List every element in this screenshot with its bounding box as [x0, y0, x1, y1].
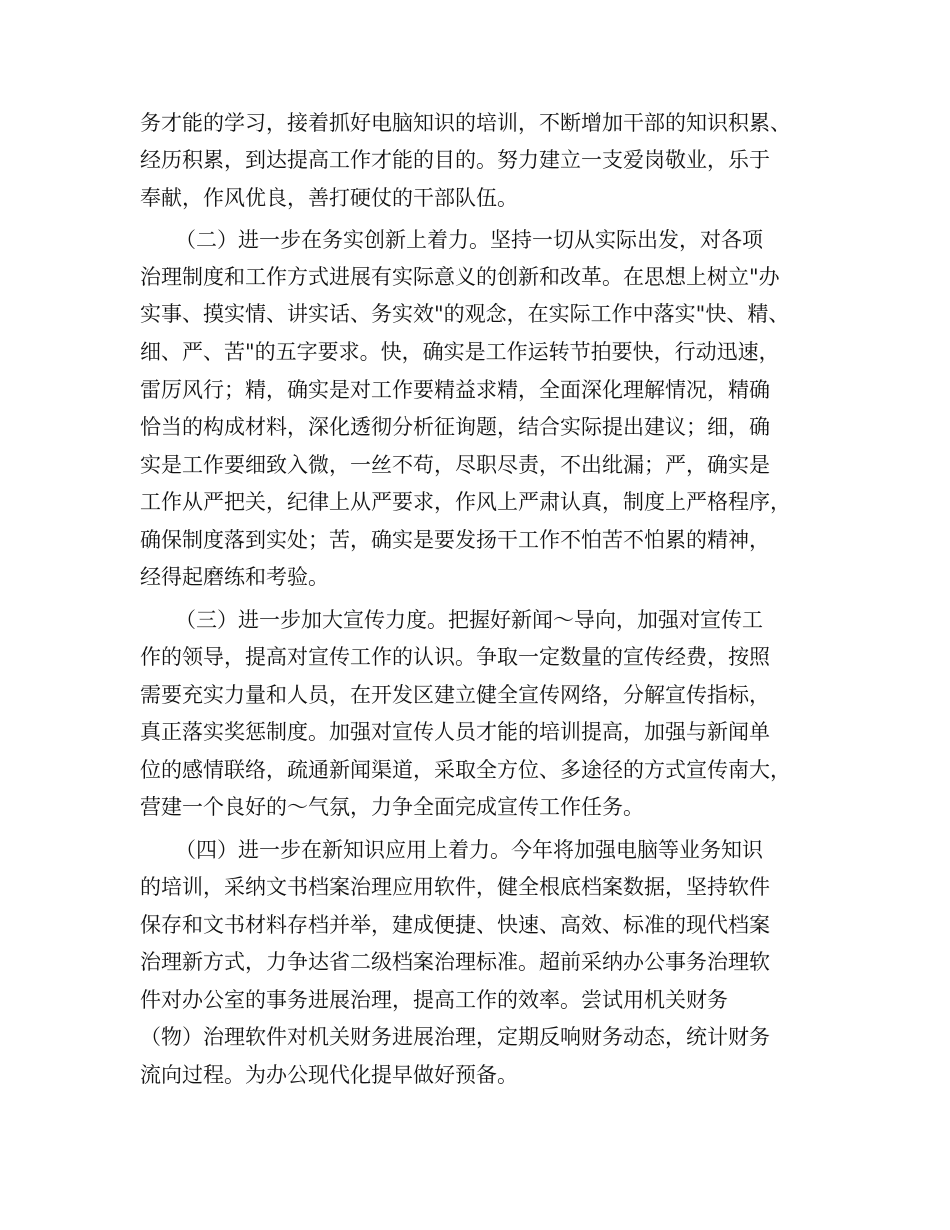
text-line: 治理制度和工作方式进展有实际意义的创新和改革。在思想上树立"办: [140, 265, 780, 289]
text-line: 位的感情联络，疏通新闻渠道，采取全方位、多途径的方式宣传南大，: [140, 758, 791, 782]
text-line: 奉献，作风优良，善打硬仗的干部队伍。: [140, 186, 518, 210]
text-line: 流向过程。为办公现代化提早做好预备。: [140, 1063, 518, 1087]
text-line: 恰当的构成材料，深化透彻分析征询题，结合实际提出建议；细，确: [140, 415, 770, 439]
text-line: 经得起磨练和考验。: [140, 565, 329, 589]
text-line: 保存和文书材料存档并举，建成便捷、快速、高效、标准的现代档案: [140, 913, 770, 937]
text-line: 实事、摸实情、讲实话、务实效"的观念，在实际工作中落实"快、精、: [140, 302, 790, 326]
text-line: 治理新方式，力争达省二级档案治理标准。超前采纳办公事务治理软: [140, 950, 770, 974]
text-line: 作的领导，提高对宣传工作的认识。争取一定数量的宣传经费，按照: [140, 645, 770, 669]
text-line: 细、严、苦"的五字要求。快，确实是工作运转节拍要快，行动迅速，: [140, 340, 780, 364]
text-line: 工作从严把关，纪律上从严要求，作风上严肃认真，制度上严格程序，: [140, 490, 791, 514]
text-line: 真正落实奖惩制度。加强对宣传人员才能的培训提高，加强与新闻单: [140, 720, 770, 744]
text-line: （物）治理软件对机关财务进展治理，定期反响财务动态，统计财务: [140, 1025, 770, 1049]
text-line: 营建一个良好的～气氛，力争全面完成宣传工作任务。: [140, 795, 644, 819]
paragraph-start-line: （二）进一步在务实创新上着力。坚持一切从实际出发，对各项: [175, 228, 763, 252]
paragraph-start-line: （三）进一步加大宣传力度。把握好新闻～导向，加强对宣传工: [175, 608, 763, 632]
text-line: 确保制度落到实处；苦，确实是要发扬干工作不怕苦不怕累的精神，: [140, 528, 770, 552]
paragraph-start-line: （四）进一步在新知识应用上着力。今年将加强电脑等业务知识: [175, 838, 763, 862]
text-line: 的培训，采纳文书档案治理应用软件，健全根底档案数据，坚持软件: [140, 875, 770, 899]
text-line: 雷厉风行；精，确实是对工作要精益求精，全面深化理解情况，精确: [140, 378, 770, 402]
text-line: 经历积累，到达提高工作才能的目的。努力建立一支爱岗敬业，乐于: [140, 148, 770, 172]
text-line: 件对办公室的事务进展治理，提高工作的效率。尝试用机关财务: [140, 988, 728, 1012]
text-line: 务才能的学习，接着抓好电脑知识的培训，不断增加干部的知识积累、: [140, 111, 791, 135]
text-line: 需要充实力量和人员，在开发区建立健全宣传网络，分解宣传指标，: [140, 683, 770, 707]
text-line: 实是工作要细致入微，一丝不苟，尽职尽责，不出纰漏；严，确实是: [140, 453, 770, 477]
